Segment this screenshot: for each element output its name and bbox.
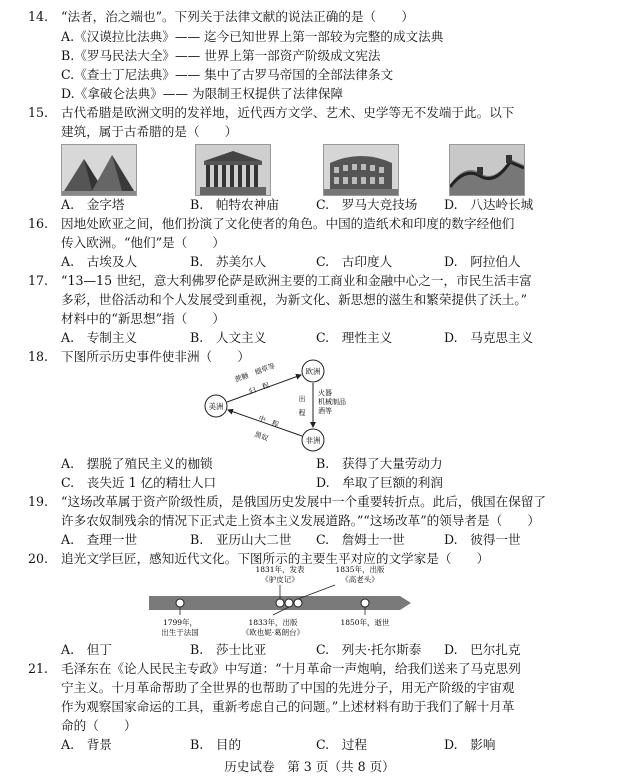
- pyramids-image: [61, 144, 137, 196]
- q14-option-a: A.《汉谟拉比法典》—— 迄今已知世界上第一部较为完整的成文法典: [61, 29, 444, 44]
- q17-stem-line2: 多彩，世俗活动和个人发展受到重视，为新文化、新思想的滋生和繁荣提供了沃土。”: [61, 292, 528, 307]
- q21-option-a: A. 背景: [61, 737, 112, 752]
- event-1799-line1: 1799年，: [162, 618, 198, 627]
- event-1833-line2: 《欧也妮·葛朗台》: [241, 628, 305, 637]
- q21-number: 21.: [28, 661, 49, 676]
- q20-number: 20.: [28, 551, 49, 566]
- q16-option-a: A. 古埃及人: [61, 254, 138, 269]
- q15-option-a: A. 金字塔: [61, 197, 125, 212]
- europe-label: 欧洲: [305, 367, 321, 376]
- q14-stem: “法者，治之端也”。下列关于法律文献的说法正确的是（ ）: [61, 9, 414, 24]
- q21-stem-line1: 毛泽东在《论人民民主专政》中写道：“十月革命一声炮响，给我们送来了马克思列: [61, 661, 521, 676]
- q18-option-a: A. 摆脱了殖民主义的枷锁: [61, 456, 213, 471]
- slaves-label: 黑奴: [253, 430, 270, 443]
- q15-option-c: C. 罗马大竞技场: [316, 197, 418, 212]
- q15-option-d: D. 八达岭长城: [444, 197, 534, 212]
- event-1850-line1: 1850年，逝世: [340, 618, 390, 627]
- event-1835-line1: 1835年，出版: [335, 565, 385, 574]
- q17-number: 17.: [28, 273, 49, 288]
- q16-option-c: C. 古印度人: [316, 254, 393, 269]
- q20-stem: 追光文学巨匠，感知近代文化。下图所示的主要生平对应的文学家是（ ）: [61, 551, 490, 566]
- q15-option-b: B. 帕特农神庙: [190, 197, 279, 212]
- q21-stem-line3: 作为观察国家命运的工具，重新考虑自己的问题。”上述材料有助于我们了解十月革: [61, 699, 515, 714]
- middle-leg-label: 中 程: [257, 414, 280, 430]
- q19-stem-line1: “这场改革属于资产阶级性质，是俄国历史发展中一个重要转折点。此后，俄国在保留了: [61, 494, 547, 509]
- q20-option-b: B. 莎士比亚: [190, 642, 267, 657]
- goods-label-1: 火器: [318, 389, 332, 397]
- q19-number: 19.: [28, 494, 49, 509]
- q21-stem-line4: 命的（ ）: [61, 718, 137, 733]
- great-wall-image: [449, 144, 525, 196]
- timeline-dot-1831: [276, 599, 284, 607]
- america-label: 美洲: [208, 402, 224, 411]
- q21-stem-line2: 宁主义。十月革命帮助了全世界的也帮助了中国的先进分子，用无产阶级的宇宙观: [61, 680, 515, 695]
- outbound-leg-label: 出 程: [298, 395, 306, 416]
- q21-option-c: C. 过程: [316, 737, 367, 752]
- q16-stem-line2: 传入欧洲。“他们”是（ ）: [61, 235, 226, 250]
- event-1831-line1: 1831年，发表: [255, 565, 305, 574]
- colosseum-image: [323, 144, 399, 196]
- q18-number: 18.: [28, 349, 49, 364]
- timeline-dot-1835: [294, 599, 302, 607]
- goods-label-3: 酒等: [318, 407, 332, 415]
- q19-option-c: C. 詹姆士一世: [316, 532, 405, 547]
- q17-option-d: D. 马克思主义: [444, 330, 534, 345]
- q17-stem-line1: “13—15 世纪，意大利佛罗伦萨是欧洲主要的工商业和金融中心之一，市民生活丰富: [61, 273, 532, 288]
- q20-option-c: C. 列夫·托尔斯泰: [316, 642, 422, 657]
- africa-label: 非洲: [305, 436, 321, 445]
- q14-option-d: D.《拿破仑法典》—— 为限制王权提供了法律保障: [61, 86, 344, 101]
- q20-option-d: D. 巴尔扎克: [444, 642, 521, 657]
- sugar-tobacco-label: 蔗糖 烟草等: [233, 361, 277, 384]
- return-leg-label: 归 程: [247, 381, 271, 396]
- parthenon-image: [195, 144, 271, 196]
- q15-stem-line2: 建筑，属于古希腊的是（ ）: [61, 124, 238, 139]
- q16-stem-line1: 因地处欧亚之间，他们扮演了文化使者的角色。中国的造纸术和印度的数字经他们: [61, 216, 515, 231]
- event-1799-line2: 出生于法国: [161, 628, 199, 637]
- q19-stem-line2: 许多农奴制残余的情况下正式走上资本主义发展道路。”“这场改革”的领导者是（ ）: [61, 513, 540, 528]
- q16-option-b: B. 苏美尔人: [190, 254, 267, 269]
- q17-stem-line3: 材料中的“新思想”指（ ）: [61, 311, 226, 326]
- q14-number: 14.: [28, 9, 49, 24]
- q16-option-d: D. 阿拉伯人: [444, 254, 521, 269]
- timeline-dot-1833: [285, 599, 293, 607]
- q18-option-c: C. 丧失近 1 亿的精壮人口: [61, 475, 217, 490]
- q15-number: 15.: [28, 105, 49, 120]
- q20-option-a: A. 但丁: [61, 642, 112, 657]
- q17-option-c: C. 理性主义: [316, 330, 393, 345]
- q16-number: 16.: [28, 216, 49, 231]
- q21-option-b: B. 目的: [190, 737, 242, 752]
- event-1833-line1: 1833年，出版: [248, 618, 298, 627]
- triangular-trade-diagram: [200, 358, 360, 454]
- goods-label-2: 机械制品: [318, 398, 346, 406]
- timeline-dot-1850: [361, 599, 369, 607]
- q19-option-d: D. 彼得一世: [444, 532, 521, 547]
- q14-option-b: B.《罗马民法大全》—— 世界上第一部资产阶级成文宪法: [61, 48, 381, 63]
- event-1831-line2: 《驴皮记》: [261, 575, 299, 584]
- q17-option-b: B. 人文主义: [190, 330, 267, 345]
- q18-stem: 下图所示历史事件使非洲（ ）: [61, 349, 250, 364]
- balzac-timeline: [145, 563, 415, 639]
- q19-option-b: B. 亚历山大二世: [190, 532, 292, 547]
- q14-option-c: C.《查士丁尼法典》—— 集中了古罗马帝国的全部法律条文: [61, 67, 394, 82]
- q18-option-d: D. 牟取了巨额的利润: [316, 475, 443, 490]
- timeline-dot-1799: [176, 599, 184, 607]
- page-footer: 历史试卷 第 3 页（共 8 页）: [224, 759, 395, 774]
- q17-option-a: A. 专制主义: [61, 330, 138, 345]
- q15-stem-line1: 古代希腊是欧洲文明的发祥地，近代西方文学、艺术、史学等无不发端于此。以下: [61, 105, 515, 120]
- q21-option-d: D. 影响: [444, 737, 496, 752]
- q19-option-a: A. 查理一世: [61, 532, 138, 547]
- event-1835-line2: 《高老头》: [341, 575, 379, 584]
- q18-option-b: B. 获得了大量劳动力: [316, 456, 443, 471]
